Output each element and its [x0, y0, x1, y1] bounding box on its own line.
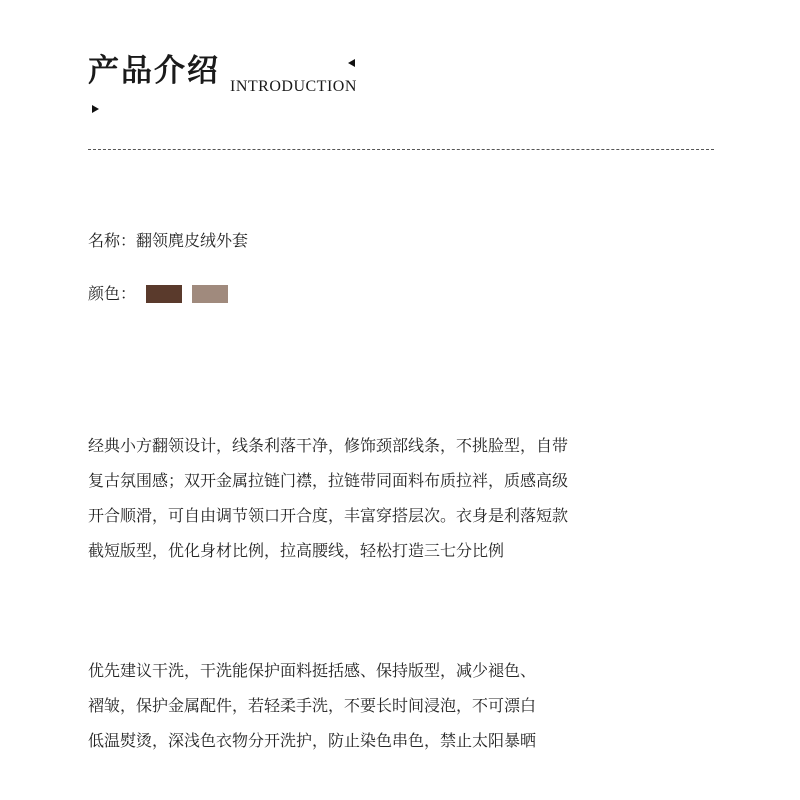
- care-line: 低温熨烫，深浅色衣物分开洗护，防止染色串色，禁止太阳暴晒: [88, 731, 537, 750]
- title-en: INTRODUCTION: [230, 78, 357, 95]
- care-paragraph: [88, 661, 728, 766]
- dashed-divider: [88, 149, 714, 150]
- title-cn: 产品介绍: [88, 53, 220, 89]
- name-value: 翻领麂皮绒外套: [136, 231, 249, 250]
- color-swatch-taupe[interactable]: [192, 285, 228, 303]
- description-line: 开合顺滑，可自由调节领口开合度，丰富穿搭层次。衣身是利落短款: [88, 506, 569, 525]
- description-line: 截短版型，优化身材比例，拉高腰线，轻松打造三七分比例: [88, 541, 505, 560]
- triangle-left-icon: [348, 59, 355, 67]
- care-line: 褶皱，保护金属配件，若轻柔手洗，不要长时间浸泡，不可漂白: [88, 696, 537, 715]
- description-line: 经典小方翻领设计，线条利落干净，修饰颈部线条，不挑脸型，自带: [88, 436, 569, 455]
- description-paragraph: [88, 436, 728, 576]
- color-label: 颜色：: [88, 284, 137, 303]
- triangle-right-icon: [92, 105, 99, 113]
- color-row: [88, 286, 136, 302]
- care-line: 优先建议干洗，干洗能保护面料挺括感、保持版型，减少褪色、: [88, 661, 537, 680]
- color-swatch-dark-brown[interactable]: [146, 285, 182, 303]
- product-name-row: [88, 233, 248, 249]
- name-label: 名称：: [88, 231, 137, 250]
- description-line: 复古氛围感；双开金属拉链门襟，拉链带同面料布质拉袢，质感高级: [88, 471, 569, 490]
